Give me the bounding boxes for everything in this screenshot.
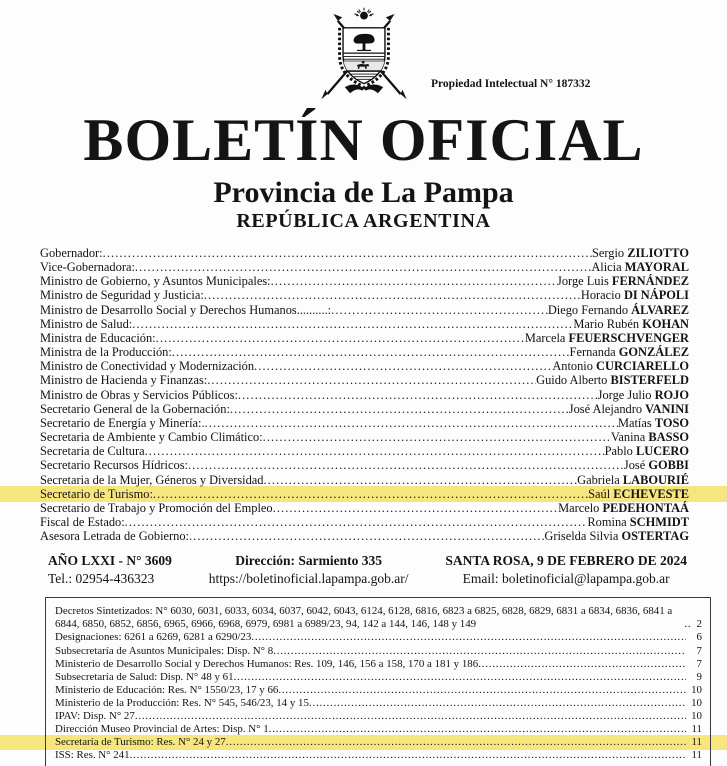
official-name: [592, 246, 689, 260]
official-name: [588, 487, 689, 501]
official-given-name: Diego Fernando: [547, 302, 629, 317]
official-given-name: Mario Rubén: [573, 316, 640, 331]
official-name: [591, 260, 689, 274]
dot-leader: [226, 736, 686, 749]
toc-page-number: 2: [696, 618, 702, 631]
official-row: [40, 416, 689, 430]
official-row: [40, 303, 689, 317]
dot-leader: [205, 416, 618, 430]
official-surname: ECHEVESTE: [613, 486, 689, 501]
officials-list: [40, 246, 689, 543]
official-surname: CURCIARELLO: [596, 359, 689, 374]
coat-of-arms-icon: [316, 4, 412, 104]
toc-page-number: 11: [691, 736, 702, 749]
official-given-name: Jorge Julio: [597, 387, 652, 402]
official-title: Ministro de Hacienda y Finanzas:: [40, 373, 208, 388]
table-of-contents: [45, 597, 711, 766]
toc-entry-text: Ministerio de la Producción: Res. N° 545, 546/23, 14 y 15: [55, 696, 309, 709]
issue-city-date: SANTA ROSA, 9 DE FEBRERO DE 2024: [445, 553, 687, 569]
official-title: Secretario Recursos Hídricos:: [40, 458, 188, 473]
official-name: [573, 317, 689, 331]
toc-entry-text: ISS: Res. N° 241: [55, 749, 130, 762]
dot-leader: [172, 345, 570, 359]
dot-leader: [278, 684, 686, 697]
official-given-name: Jorge Luis: [557, 274, 609, 289]
official-given-name: Antonio: [552, 359, 593, 374]
horseman-icon: [343, 61, 385, 71]
shield: [343, 28, 385, 84]
official-surname: MAYORAL: [624, 260, 689, 275]
official-title: Secretaria de Ambiente y Cambio Climático:: [40, 430, 263, 445]
dot-leader: [269, 723, 686, 736]
official-row: [40, 501, 689, 515]
official-title: Secretaria de la Mujer, Géneros y Diversidad: [40, 472, 264, 487]
official-surname: GOBBI: [648, 458, 689, 473]
toc-entry-text: Dirección Museo Provincial de Artes: Disp. N° 1: [55, 723, 269, 736]
official-given-name: Fernanda: [569, 345, 616, 360]
official-name: [569, 402, 689, 416]
ribbon-icon: [345, 85, 383, 94]
official-name: [581, 288, 689, 302]
official-name: [525, 331, 689, 345]
official-title: Ministro de Conectividad y Modernización: [40, 359, 255, 374]
official-given-name: José: [623, 458, 646, 473]
page-title: BOLETÍN OFICIAL: [83, 107, 644, 173]
province-subtitle: Provincia de La Pampa: [213, 176, 514, 209]
official-name: [577, 473, 689, 487]
dot-leader: [204, 288, 581, 302]
dot-leader: [263, 430, 611, 444]
official-name: [548, 303, 689, 317]
sun-icon: [354, 8, 373, 20]
official-row: [40, 260, 689, 274]
issue-info-bar: [48, 552, 687, 587]
toc-entry-text: Ministerio de Desarrollo Social y Derechos Humanos: Res. 109, 146, 156 a 158, 170 a 181 y 186: [55, 657, 479, 670]
toc-page-number: 11: [691, 723, 702, 736]
official-given-name: Gabriela: [577, 472, 620, 487]
issue-address: Dirección: Sarmiento 335: [235, 553, 382, 569]
toc-row: [55, 749, 702, 762]
toc-page-number: 10: [691, 696, 702, 709]
official-row: [40, 274, 689, 288]
official-given-name: Marcelo: [558, 500, 600, 515]
official-surname: SCHMIDT: [629, 514, 689, 529]
official-name: [598, 388, 689, 402]
official-row: [40, 359, 689, 373]
official-given-name: Pablo: [604, 444, 633, 459]
toc-entry-text: Subsecretaría de Asuntos Municipales: Disp. N° 8: [55, 644, 274, 657]
dot-leader: [273, 501, 558, 515]
toc-row: [55, 710, 702, 723]
official-row: [40, 487, 689, 501]
toc-row: [55, 684, 702, 697]
toc-entry-text: Ministerio de Educación: Res. N° 1550/23, 17 y 66: [55, 683, 279, 696]
toc-entry-text: Designaciones: 6261 a 6269, 6281 a 6290/23: [55, 631, 252, 644]
official-row: [40, 515, 689, 529]
official-name: [618, 416, 689, 430]
dot-leader: [156, 331, 525, 345]
official-given-name: Horacio: [580, 288, 621, 303]
dot-leader: [189, 529, 544, 543]
masthead: [0, 0, 727, 106]
issue-number-column: [48, 552, 172, 587]
dot-leader: [263, 473, 577, 487]
toc-page-number: 11: [691, 749, 702, 762]
dot-leader: [684, 618, 692, 631]
official-surname: KOHAN: [642, 316, 689, 331]
toc-page-number: 7: [696, 644, 702, 657]
issue-website: https://boletinoficial.lapampa.gob.ar/: [208, 570, 409, 586]
official-given-name: Sergio: [591, 246, 625, 260]
official-surname: VANINI: [645, 401, 689, 416]
toc-entry-text: Decretos Sintetizados: N° 6030, 6031, 6033, 6034, 6037, 6042, 6043, 6124, 6128, 6816, 6823 a 6825, 6828, 6829, 6831 a 6834, 6836, 6841 a 6844, 6850, 6852, 6856, 6965, 6966, 6968, 6979, 6981 a 6989/23, 94, 142 a 144, 146, 148 y 149: [55, 605, 673, 631]
official-surname: PEDEHONTAÁ: [602, 500, 689, 515]
official-title: Vice-Gobernadora:: [40, 260, 135, 275]
official-title: Ministra de la Producción:: [40, 345, 172, 360]
toc-page-number: 6: [696, 631, 702, 644]
toc-entry-text: Subsecretaría de Salud: Disp. N° 48 y 61: [55, 670, 234, 683]
official-surname: ÁLVAREZ: [631, 302, 689, 317]
toc-row: [55, 605, 702, 631]
official-row: [40, 317, 689, 331]
official-surname: FEUERSCHVENGER: [568, 330, 689, 345]
dot-leader: [251, 631, 686, 644]
toc-row: [55, 645, 702, 658]
dot-leader: [130, 749, 686, 762]
toc-row: [55, 658, 702, 671]
dot-leader: [234, 671, 686, 684]
official-title: Secretario General de la Gobernación:: [40, 401, 230, 416]
dot-leader: [132, 317, 573, 331]
official-title: Secretario de Turismo:: [40, 486, 153, 501]
official-surname: DI NÁPOLI: [623, 288, 689, 303]
official-name: [605, 444, 689, 458]
official-surname: ROJO: [654, 387, 689, 402]
dot-leader: [273, 645, 686, 658]
dot-leader: [331, 303, 548, 317]
official-name: [552, 359, 689, 373]
official-surname: BASSO: [648, 430, 689, 445]
official-title: Fiscal de Estado:: [40, 514, 125, 529]
official-given-name: Romina: [587, 514, 627, 529]
official-name: [557, 274, 689, 288]
official-name: [558, 501, 689, 515]
toc-page-number: 10: [691, 710, 702, 723]
toc-page-number: 9: [696, 670, 702, 683]
issue-phone: Tel.: 02954-436323: [48, 570, 155, 586]
official-title: Asesora Letrada de Gobierno:: [40, 529, 189, 544]
country-heading: REPÚBLICA ARGENTINA: [236, 210, 491, 232]
official-row: [40, 388, 689, 402]
dot-leader: [145, 444, 605, 458]
official-row: [40, 288, 689, 302]
dot-leader: [478, 658, 686, 671]
official-name: [587, 515, 689, 529]
official-name: [570, 345, 689, 359]
official-given-name: Guido Alberto: [536, 373, 608, 388]
issue-address-column: [209, 552, 409, 587]
official-row: [40, 246, 689, 260]
official-title: Ministro de Obras y Servicios Públicos:: [40, 387, 238, 402]
official-surname: ZILIOTTO: [627, 246, 689, 260]
dot-leader: [135, 260, 591, 274]
official-surname: FERNÁNDEZ: [611, 274, 689, 289]
official-title: Secretario de Energía y Minería:.: [40, 415, 205, 430]
official-surname: GONZÁLEZ: [618, 345, 689, 360]
dot-leader: [238, 388, 598, 402]
official-title: Ministro de Desarrollo Social y Derechos Humanos..........:: [40, 302, 332, 317]
official-name: [624, 458, 689, 472]
coat-of-arms-la-pampa: [316, 4, 412, 109]
toc-row: [55, 631, 702, 644]
official-title: Ministro de Gobierno, y Asuntos Municipales:: [40, 274, 271, 289]
official-row: [40, 331, 689, 345]
official-title: Ministra de Educación:: [40, 330, 156, 345]
toc-row: [55, 736, 702, 749]
issue-email: Email: boletinoficial@lapampa.gob.ar: [462, 570, 670, 586]
toc-page-number: 7: [696, 657, 702, 670]
intellectual-property-number: Propiedad Intelectual N° 187332: [431, 78, 591, 90]
toc-row: [55, 697, 702, 710]
dot-leader: [188, 458, 624, 472]
dot-leader: [271, 274, 557, 288]
official-row: [40, 402, 689, 416]
dot-leader: [309, 697, 686, 710]
issue-date-column: [445, 552, 687, 587]
dot-leader: [254, 359, 552, 373]
official-surname: LUCERO: [635, 444, 689, 459]
official-surname: LABOURIÉ: [622, 472, 689, 487]
official-given-name: Vanina: [610, 430, 646, 445]
toc-row: [55, 671, 702, 684]
official-name: [611, 430, 689, 444]
dot-leader: [103, 246, 592, 260]
dot-leader: [207, 373, 536, 387]
official-row: [40, 444, 689, 458]
official-row: [40, 529, 689, 543]
official-surname: OSTERTAG: [621, 529, 689, 544]
toc-entry-text: Secretaría de Turismo: Res. N° 24 y 27: [55, 736, 226, 749]
official-title: Secretario de Trabajo y Promoción del Empleo: [40, 500, 273, 515]
official-given-name: José Alejandro: [568, 401, 643, 416]
dot-leader: [153, 487, 588, 501]
issue-year-number: AÑO LXXI - N° 3609: [48, 553, 172, 569]
toc-row: [55, 723, 702, 736]
official-name: [544, 529, 689, 543]
official-title: Ministro de Seguridad y Justicia:: [40, 288, 204, 303]
official-row: [40, 458, 689, 472]
official-row: [40, 473, 689, 487]
official-given-name: Saúl: [588, 486, 611, 501]
official-title: Gobernador:: [40, 246, 103, 260]
official-surname: TOSO: [654, 415, 689, 430]
dot-leader: [135, 710, 686, 723]
dot-leader: [230, 402, 569, 416]
official-row: [40, 373, 689, 387]
dot-leader: [125, 515, 588, 529]
official-row: [40, 430, 689, 444]
official-title: Ministro de Salud:: [40, 316, 133, 331]
official-surname: BISTERFELD: [610, 373, 689, 388]
official-row: [40, 345, 689, 359]
toc-entry-text: IPAV: Disp. N° 27: [55, 710, 135, 723]
official-given-name: Marcela: [524, 330, 566, 345]
official-name: [536, 373, 689, 387]
official-given-name: Matías: [617, 415, 652, 430]
official-given-name: Griselda Silvia: [544, 529, 619, 544]
official-title: Secretaria de Cultura: [40, 444, 145, 459]
toc-page-number: 10: [691, 683, 702, 696]
official-given-name: Alicia: [591, 260, 622, 275]
